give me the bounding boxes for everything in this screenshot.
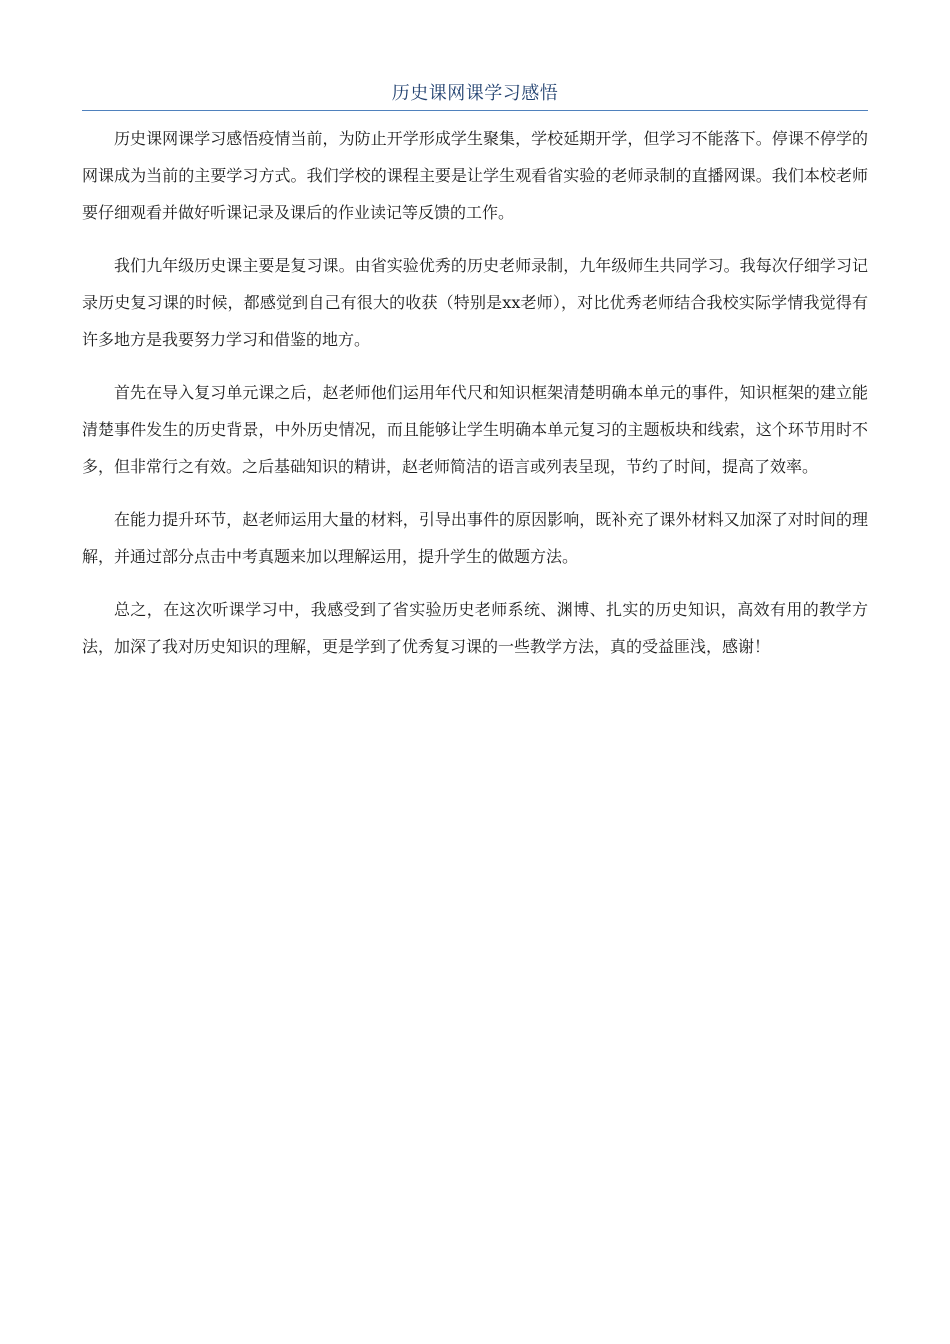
paragraph-1: 历史课网课学习感悟疫情当前，为防止开学形成学生聚集，学校延期开学，但学习不能落下。停课不停学的网课成为当前的主要学习方式。我们学校的课程主要是让学生观看省实验的老师录制的直播网课。我们本校老师要仔细观看并做好听课记录及课后的作业读记等反馈的工作。 xyxy=(82,129,868,222)
paragraph-2: 我们九年级历史课主要是复习课。由省实验优秀的历史老师录制，九年级师生共同学习。我每次仔细学习记录历史复习课的时候，都感觉到自己有很大的收获（特别是xx老师），对比优秀老师结合我校实际学情我觉得有许多地方是我要努力学习和借鉴的地方。 xyxy=(82,256,868,349)
paragraph-5: 总之，在这次听课学习中，我感受到了省实验历史老师系统、渊博、扎实的历史知识，高效有用的教学方法，加深了我对历史知识的理解，更是学到了优秀复习课的一些教学方法，真的受益匪浅，感谢！ xyxy=(82,600,868,656)
page-header xyxy=(82,80,868,111)
document-body xyxy=(82,120,868,681)
paragraph-3: 首先在导入复习单元课之后，赵老师他们运用年代尺和知识框架清楚明确本单元的事件，知识框架的建立能清楚事件发生的历史背景，中外历史情况，而且能够让学生明确本单元复习的主题板块和线索，这个环节用时不多，但非常行之有效。之后基础知识的精讲，赵老师简洁的语言或列表呈现，节约了时间，提高了效率。 xyxy=(82,383,868,476)
paragraph-4: 在能力提升环节，赵老师运用大量的材料，引导出事件的原因影响，既补充了课外材料又加深了对时间的理解，并通过部分点击中考真题来加以理解运用，提升学生的做题方法。 xyxy=(82,510,868,566)
document-title: 历史课网课学习感悟 xyxy=(391,83,559,104)
